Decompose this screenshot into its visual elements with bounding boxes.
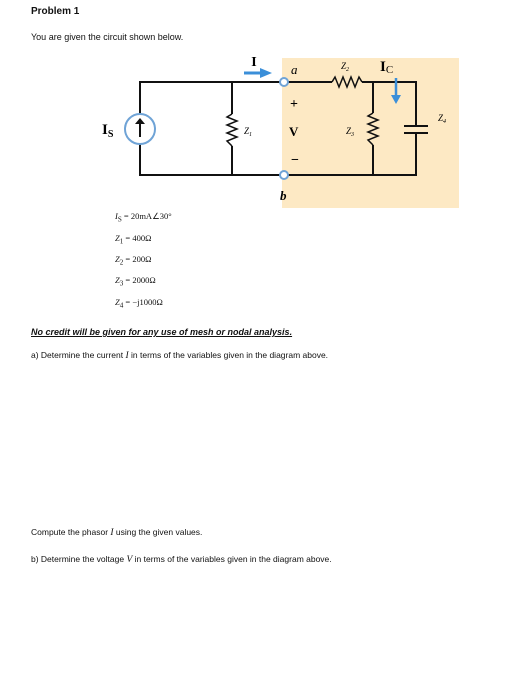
node-a bbox=[280, 78, 288, 86]
given-z3: $Z_3 = 2000\Omega$ bbox=[115, 275, 156, 288]
z2-label: $Z_2$ bbox=[341, 61, 350, 73]
given-is: $I_S$ = 20mA∠30° bbox=[115, 211, 172, 224]
question-b: b) Determine the voltage V in terms of the variables given in the diagram above. bbox=[31, 554, 332, 565]
problem-heading: Problem 1 bbox=[31, 6, 80, 17]
current-i-label: I bbox=[251, 55, 257, 70]
given-z4: $Z_4 = -j1000\Omega$ bbox=[115, 297, 163, 310]
ic-label: IC bbox=[380, 59, 394, 76]
question-a: a) Determine the current I in terms of the variables given in the diagram above. bbox=[31, 350, 329, 361]
node-b-label: b bbox=[280, 188, 287, 203]
compute-phasor-text: Compute the phasor I using the given values. bbox=[31, 527, 203, 538]
intro-text: You are given the circuit shown below. bbox=[31, 32, 184, 42]
given-z2: $Z_2 = 200\Omega$ bbox=[115, 254, 152, 267]
z4-label: $Z_4$ bbox=[438, 113, 447, 125]
z1-resistor bbox=[227, 114, 237, 146]
voltage-label: V bbox=[289, 124, 299, 139]
node-b bbox=[280, 171, 288, 179]
current-i-arrow bbox=[244, 68, 272, 78]
given-z1: $Z_1 = 400\Omega$ bbox=[115, 233, 152, 246]
minus-sign: − bbox=[291, 153, 299, 168]
z3-label: $Z_3$ bbox=[346, 126, 355, 138]
plus-sign: + bbox=[290, 97, 298, 112]
notice-text: No credit will be given for any use of mesh or nodal analysis. bbox=[31, 327, 293, 337]
circuit-diagram bbox=[0, 0, 529, 320]
node-a-label: a bbox=[291, 62, 298, 77]
z1-label: $Z_1$ bbox=[244, 126, 253, 138]
left-loop-wires bbox=[140, 82, 284, 175]
source-label: $I_S$ bbox=[102, 122, 114, 140]
